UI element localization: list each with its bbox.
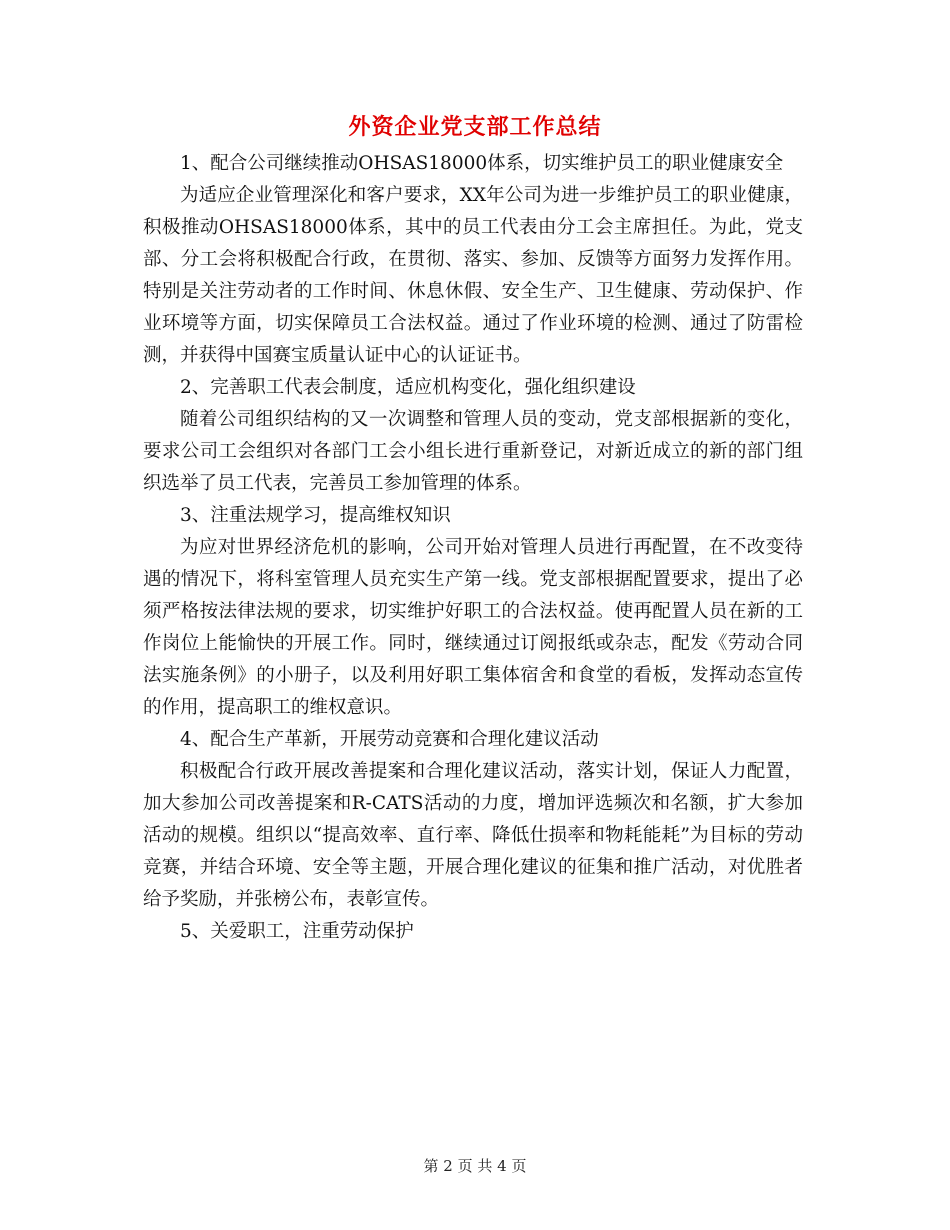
section-heading-3: 3、注重法规学习，提高维权知识	[180, 505, 451, 526]
section-heading-2: 2、完善职工代表会制度，适应机构变化，强化组织建设	[180, 377, 636, 398]
document-title: 外资企业党支部工作总结	[348, 114, 602, 140]
body-paragraph-4: 积极配合行政开展改善提案和合理化建议活动，落实计划，保证人力配置，加大参加公司改善提案和R-CATS活动的力度，增加评选频次和名额，扩大参加活动的规模。组织以“提高效率、直行率、降低仕损率和物耗能耗”为目标的劳动竞赛，并结合环境、安全等主题，开展合理化建议的征集和推广活动，对优胜者给予奖励，并张榜公布，表彰宣传。	[143, 761, 803, 910]
page-footer: 第 2 页 共 4 页	[423, 1157, 527, 1175]
document-body	[143, 148, 803, 948]
body-paragraph-2: 随着公司组织结构的又一次调整和管理人员的变动，党支部根据新的变化，要求公司工会组织对各部门工会小组长进行重新登记，对新近成立的新的部门组织选举了员工代表，完善员工参加管理的体系。	[143, 409, 803, 494]
body-paragraph-1: 为适应企业管理深化和客户要求，XX年公司为进一步维护员工的职业健康，积极推动OHSAS18000体系，其中的员工代表由分工会主席担任。为此，党支部、分工会将积极配合行政，在贯彻、落实、参加、反馈等方面努力发挥作用。特别是关注劳动者的工作时间、休息休假、安全生产、卫生健康、劳动保护、作业环境等方面，切实保障员工合法权益。通过了作业环境的检测、通过了防雷检测，并获得中国赛宝质量认证中心的认证证书。	[143, 185, 803, 366]
body-paragraph-3: 为应对世界经济危机的影响，公司开始对管理人员进行再配置，在不改变待遇的情况下，将科室管理人员充实生产第一线。党支部根据配置要求，提出了必须严格按法律法规的要求，切实维护好职工的合法权益。使再配置人员在新的工作岗位上能愉快的开展工作。同时，继续通过订阅报纸或杂志，配发《劳动合同法实施条例》的小册子，以及利用好职工集体宿舍和食堂的看板，发挥动态宣传的作用，提高职工的维权意识。	[143, 537, 803, 718]
section-heading-5: 5、关爱职工，注重劳动保护	[180, 921, 414, 942]
section-heading-4: 4、配合生产革新，开展劳动竞赛和合理化建议活动	[180, 729, 599, 750]
section-heading-1: 1、配合公司继续推动OHSAS18000体系，切实维护员工的职业健康安全	[180, 153, 784, 174]
